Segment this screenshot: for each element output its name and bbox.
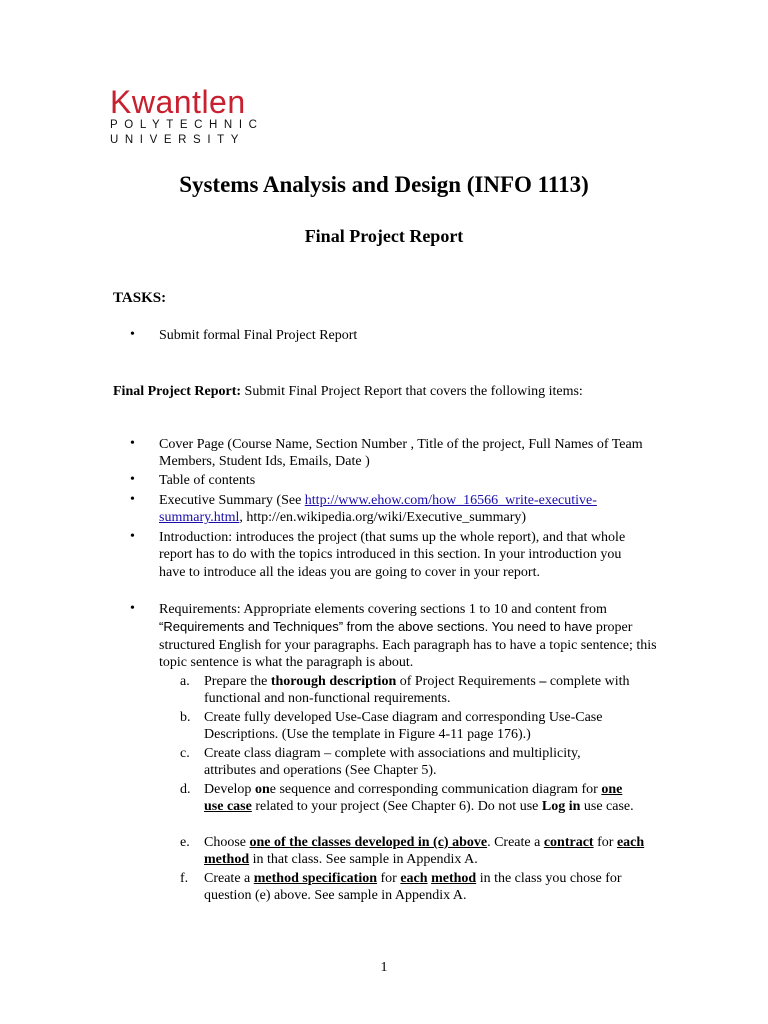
bold-underlined-text: contract xyxy=(543,835,594,850)
text-run: for xyxy=(593,835,617,850)
bold-dash: – xyxy=(539,674,547,689)
tasks-heading: TASKS: xyxy=(113,290,167,306)
item-text xyxy=(204,673,644,708)
page-number: 1 xyxy=(380,960,388,975)
bold-underlined-text: each xyxy=(400,871,428,886)
text-run: in the class you chose for question (e) above. See sample in Appendix A. xyxy=(204,871,622,904)
bold-underlined-text: one of the classes developed in (c) above xyxy=(249,835,488,850)
text-run: use case. xyxy=(580,799,634,815)
bold-text: Log in xyxy=(541,799,581,815)
item-text xyxy=(204,870,644,905)
text-run: related to your project (See Chapter 6). Do not use xyxy=(251,799,542,815)
bold-underlined-text: each xyxy=(616,835,645,850)
bullet: • xyxy=(130,472,135,487)
intro-label: Final Project Report: xyxy=(113,384,242,399)
university-logo xyxy=(110,86,264,148)
item-label: c. xyxy=(180,746,190,761)
item-label: a. xyxy=(180,674,190,689)
text-run: in that class. See sample in Appendix A. xyxy=(249,852,478,868)
item-text xyxy=(204,834,654,869)
logo-line-university: UNIVERSITY xyxy=(110,134,246,146)
document-title: Systems Analysis and Design (INFO 1113) xyxy=(179,172,589,197)
item-executive-summary xyxy=(159,492,639,527)
item-requirements xyxy=(159,601,659,672)
item-label: f. xyxy=(180,871,189,886)
bold-underlined-text: method xyxy=(431,871,477,886)
text-run: Develop xyxy=(204,782,255,797)
logo-line-polytechnic: POLYTECHNIC xyxy=(110,119,264,131)
text-run: Choose xyxy=(204,835,250,850)
item-label: d. xyxy=(180,782,191,797)
bold-text: thorough description xyxy=(270,674,397,689)
bullet: • xyxy=(130,436,135,451)
intro-text: Submit Final Project Report that covers the following items: xyxy=(241,384,583,399)
item-table-of-contents: Table of contents xyxy=(159,473,256,488)
requirements-sans-text: “Requirements and Techniques” from the above sections. You need to have xyxy=(159,619,593,635)
bold-underlined-text: method specification xyxy=(253,871,378,886)
task-item: Submit formal Final Project Report xyxy=(159,328,358,343)
exec-summary-text-rest: , http://en.wikipedia.org/wiki/Executive_summary) xyxy=(239,510,527,526)
exec-summary-text: Executive Summary (See xyxy=(159,493,305,508)
item-text: Create fully developed Use-Case diagram and corresponding Use-Case Descriptions. (Use the template in Figure 4-11 page 176).) xyxy=(204,710,603,743)
item-cover-page: Cover Page (Course Name, Section Number , Title of the project, Full Names of Team Members, Student Ids, Emails, Date ) xyxy=(159,437,643,470)
requirements-text-rest: proper structured English for your paragraphs. Each paragraph has to have a topic sentence; this topic sentence is what the paragraph is about. xyxy=(159,620,657,671)
item-label: b. xyxy=(180,710,191,725)
bold-underlined-text: one use case xyxy=(204,782,623,815)
intro-paragraph xyxy=(113,384,583,400)
bold-underlined-text: method xyxy=(204,852,250,868)
item-text xyxy=(204,781,644,816)
text-run: . Create a xyxy=(487,835,544,850)
bullet: • xyxy=(130,601,135,616)
text-run: of Project Requirements xyxy=(396,674,540,689)
text-run: for xyxy=(377,871,401,886)
ehow-link[interactable]: http://www.ehow.com/how_16566_write-executive-summary.html xyxy=(159,493,597,526)
item-text: Create class diagram – complete with associations and multiplicity, attributes and operations (See Chapter 5). xyxy=(204,746,581,779)
document-subtitle: Final Project Report xyxy=(304,226,464,246)
bold-text: on xyxy=(254,782,270,797)
text-run: complete with functional and non-functional requirements. xyxy=(204,674,630,707)
requirements-text: Requirements: Appropriate elements covering sections 1 to 10 and content from xyxy=(159,602,607,617)
bullet: • xyxy=(130,529,135,544)
item-label: e. xyxy=(180,835,190,850)
item-introduction: Introduction: introduces the project (that sums up the whole report), and that whole report has to do with the topics introduced in this section. In your introduction you have to introduce all the ideas you are going to cover in your report. xyxy=(159,530,626,580)
bullet: • xyxy=(130,492,135,507)
bullet: • xyxy=(130,327,135,342)
text-run: e sequence and corresponding communication diagram for xyxy=(269,782,602,797)
text-run: Prepare the xyxy=(204,674,271,689)
text-run: Create a xyxy=(204,871,254,886)
logo-name: Kwantlen xyxy=(110,84,246,120)
